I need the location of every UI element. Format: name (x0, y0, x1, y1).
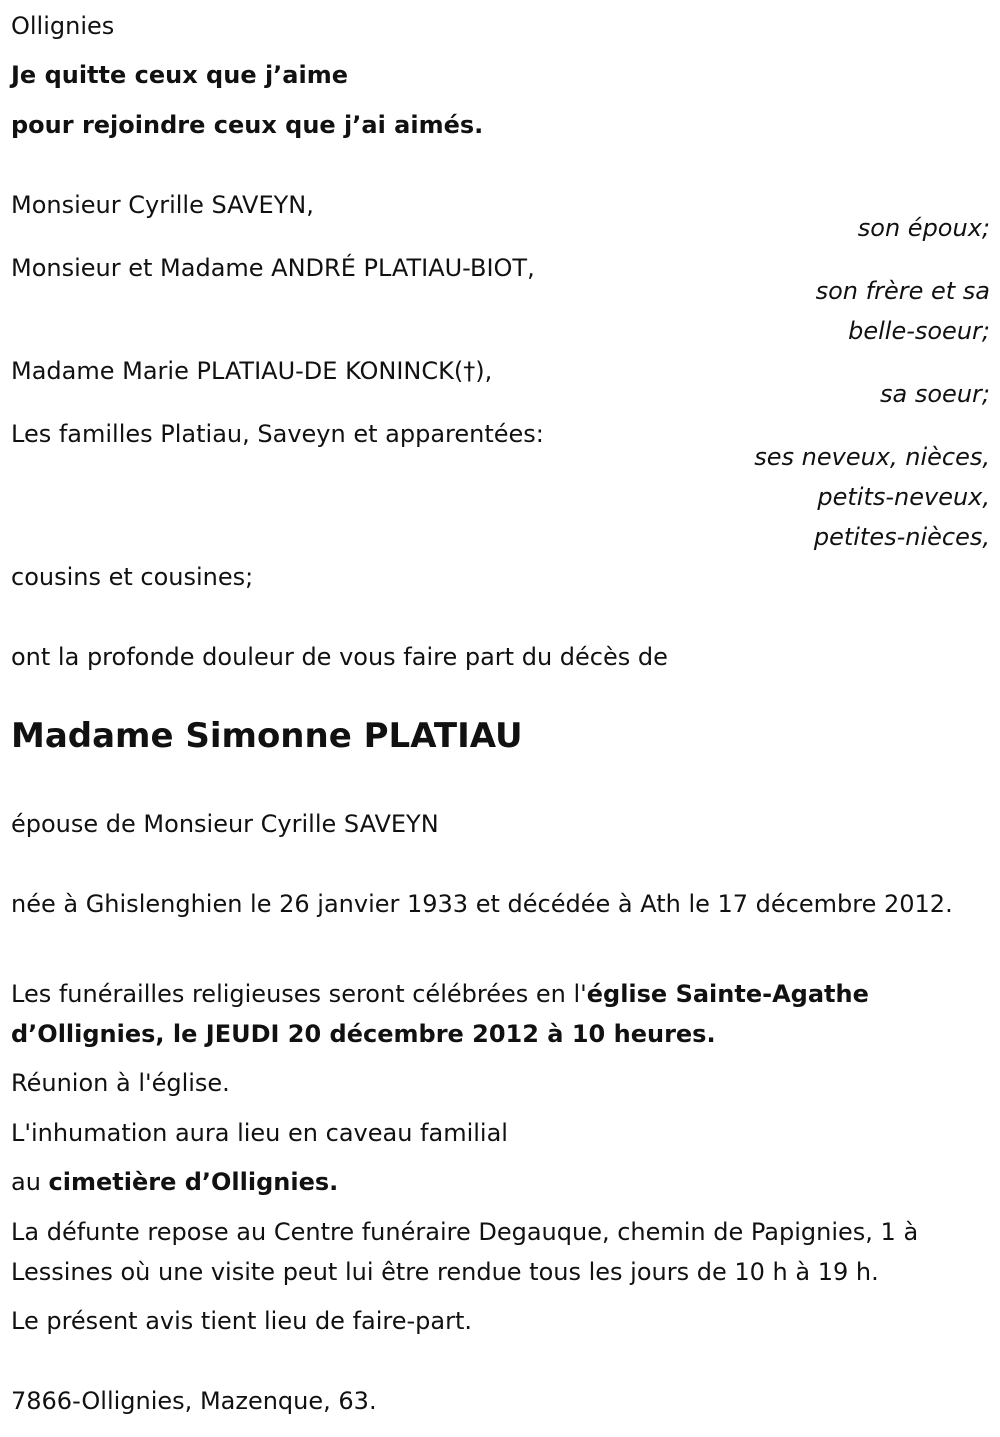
family-member-relation: son frère et sa (815, 277, 990, 305)
family-member-relation: belle-soeur; (848, 317, 990, 345)
viewing-text: La défunte repose au Centre funéraire Degauque, chemin de Papignies, 1 à Lessines où une visite peut lui être rendue tous les jours de 10 h à 19 h. (11, 1218, 919, 1286)
verse-line-2: pour rejoindre ceux que j’ai aimés. (11, 111, 484, 139)
funeral-intro: Les funérailles religieuses seront célébrées en l' (11, 980, 587, 1008)
family-member-name: Les familles Platiau, Saveyn et apparentées: (11, 420, 544, 448)
burial-line-2 (11, 1162, 990, 1202)
family-member-name: Monsieur Cyrille SAVEYN, (11, 191, 314, 219)
family-member-name: Madame Marie PLATIAU-DE KONINCK(†), (11, 357, 493, 385)
family-member-relation: ses neveux, nièces, (754, 443, 990, 471)
funeral-place: église Sainte-Agathe d’Ollignies, le JEUDI 20 décembre 2012 à 10 heures. (11, 980, 869, 1048)
cousins-line: cousins et cousines; (11, 563, 254, 591)
place-heading: Ollignies (11, 12, 115, 40)
family-member-relation: sa soeur; (880, 380, 990, 408)
address-text: 7866-Ollignies, Mazenque, 63. (11, 1387, 377, 1415)
deceased-name: Madame Simonne PLATIAU (11, 716, 523, 756)
announcement-text: ont la profonde douleur de vous faire part du décès de (11, 643, 668, 671)
birth-death-text: née à Ghislenghien le 26 janvier 1933 et décédée à Ath le 17 décembre 2012. (11, 890, 953, 918)
family-member-name: Monsieur et Madame ANDRÉ PLATIAU-BIOT, (11, 254, 535, 282)
burial-line-1: L'inhumation aura lieu en caveau familial (11, 1119, 508, 1147)
family-member-relation: petites-nièces, (813, 523, 990, 551)
spouse-line: épouse de Monsieur Cyrille SAVEYN (11, 810, 439, 838)
funeral-text (11, 974, 990, 1054)
family-member-relation: petits-neveux, (817, 483, 990, 511)
notice-text: Le présent avis tient lieu de faire-part. (11, 1307, 473, 1335)
family-member-relation: son époux; (857, 214, 990, 242)
burial-place: cimetière d’Ollignies. (48, 1168, 339, 1196)
reunion-text: Réunion à l'église. (11, 1069, 230, 1097)
burial-prefix: au (11, 1168, 49, 1196)
verse-line-1: Je quitte ceux que j’aime (11, 61, 349, 89)
